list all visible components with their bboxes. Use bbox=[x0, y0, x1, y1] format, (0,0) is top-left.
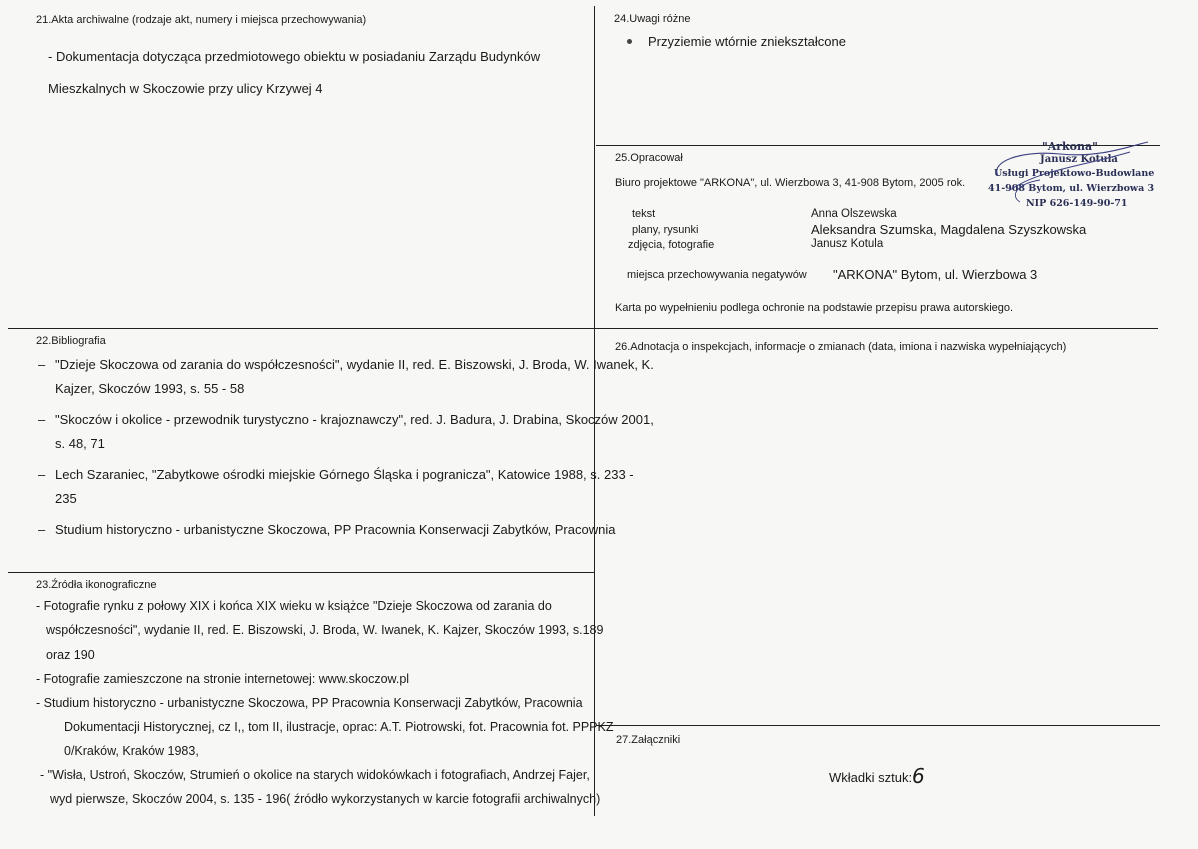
divider-row-1 bbox=[8, 328, 1158, 329]
copyright-note: Karta po wypełnieniu podlega ochronie na podstawie przepisu prawa autorskiego. bbox=[615, 302, 1014, 314]
author-value-plans: Aleksandra Szumska, Magdalena Szyszkowska bbox=[811, 222, 1087, 237]
iconography-line-9: wyd pierwsze, Skoczów 2004, s. 135 - 196( źródło wykorzystanych w karcie fotografii archiwalnych) bbox=[50, 792, 601, 806]
section-27-header: 27.Załączniki bbox=[616, 734, 681, 746]
stamp-services: Usługi Projektowo-Budowlane bbox=[994, 168, 1155, 179]
iconography-line-4: - Fotografie zamieszczone na stronie internetowej: www.skoczow.pl bbox=[36, 672, 410, 686]
negatives-location: "ARKONA" Bytom, ul. Wierzbowa 3 bbox=[833, 267, 1038, 282]
section-26-header: 26.Adnotacja o inspekcjach, informacje o zmianach (data, imiona i nazwiska wypełniających) bbox=[615, 341, 1067, 353]
stamp-address: 41-908 Bytom, ul. Wierzbowa 3 bbox=[988, 183, 1155, 194]
section-24-header: 24.Uwagi różne bbox=[614, 13, 691, 25]
section-24-remark: Przyziemie wtórnie zniekształcone bbox=[648, 34, 846, 49]
iconography-line-7: 0/Kraków, Kraków 1983, bbox=[64, 744, 199, 758]
section-21-line-1: - Dokumentacja dotycząca przedmiotowego obiektu w posiadaniu Zarządu Budynków bbox=[48, 49, 541, 64]
author-label-photos: zdjęcia, fotografie bbox=[628, 239, 715, 251]
iconography-line-8: - "Wisła, Ustroń, Skoczów, Strumień o okolice na starych widokówkach i fotografiach, Andrzej Fajer, bbox=[40, 768, 590, 782]
bibliography-item-4-line-1: Studium historyczno - urbanistyczne Skoczowa, PP Pracownia Konserwacji Zabytków, Pracownia bbox=[55, 522, 616, 537]
bibliography-dash: – bbox=[38, 412, 46, 427]
negatives-label: miejsca przechowywania negatywów bbox=[627, 269, 807, 281]
divider-26-27 bbox=[596, 725, 1160, 726]
iconography-line-5: - Studium historyczno - urbanistyczne Skoczowa, PP Pracownia Konserwacji Zabytków, Pracownia bbox=[36, 696, 583, 710]
iconography-line-2: współczesności", wydanie II, red. E. Biszowski, J. Broda, W. Iwanek, K. Kajzer, Skoczów 1993, s.189 bbox=[46, 623, 604, 637]
iconography-line-3: oraz 190 bbox=[46, 648, 95, 662]
stamp-owner-name: Janusz Kotula bbox=[1040, 154, 1118, 165]
bibliography-item-2-line-1: "Skoczów i okolice - przewodnik turystyczno - krajoznawczy", red. J. Badura, J. Drabina, Skoczów 2001, bbox=[55, 412, 654, 427]
stamp-nip: NIP 626-149-90-71 bbox=[1026, 198, 1128, 209]
divider-22-23 bbox=[8, 572, 595, 573]
center-divider bbox=[594, 6, 595, 816]
bibliography-item-2-line-2: s. 48, 71 bbox=[55, 436, 105, 451]
section-23-header: 23.Źródła ikonograficzne bbox=[36, 579, 157, 591]
inserts-label: Wkładki sztuk: bbox=[829, 770, 913, 785]
office-address: Biuro projektowe "ARKONA", ul. Wierzbowa 3, 41-908 Bytom, 2005 rok. bbox=[615, 177, 966, 189]
bullet-icon bbox=[627, 39, 632, 44]
section-25-header: 25.Opracował bbox=[615, 152, 683, 164]
author-label-text: tekst bbox=[632, 208, 656, 220]
signature-mark bbox=[980, 140, 1165, 215]
bibliography-dash: – bbox=[38, 357, 46, 372]
bibliography-item-3-line-2: 235 bbox=[55, 491, 77, 506]
bibliography-dash: – bbox=[38, 522, 46, 537]
iconography-line-1: - Fotografie rynku z połowy XIX i końca XIX wieku w książce "Dzieje Skoczowa od zarania do bbox=[36, 599, 552, 613]
author-label-plans: plany, rysunki bbox=[632, 224, 699, 236]
author-value-photos: Janusz Kotula bbox=[811, 238, 884, 250]
bibliography-item-1-line-1: "Dzieje Skoczowa od zarania do współczesności", wydanie II, red. E. Biszowski, J. Broda, W. Iwanek, K. bbox=[55, 357, 654, 372]
section-21-line-2: Mieszkalnych w Skoczowie przy ulicy Krzywej 4 bbox=[48, 81, 323, 96]
section-22-header: 22.Bibliografia bbox=[36, 335, 106, 347]
iconography-line-6: Dokumentacji Historycznej, cz I,, tom II, ilustracje, oprac: A.T. Piotrowski, fot. Pracownia fot. PPPKZ bbox=[64, 720, 614, 734]
bibliography-item-1-line-2: Kajzer, Skoczów 1993, s. 55 - 58 bbox=[55, 381, 245, 396]
author-value-text: Anna Olszewska bbox=[811, 208, 897, 220]
bibliography-dash: – bbox=[38, 467, 46, 482]
bibliography-item-3-line-1: Lech Szaraniec, "Zabytkowe ośrodki miejskie Górnego Śląska i pogranicza", Katowice 1988, s. 233 - bbox=[55, 467, 634, 482]
section-21-header: 21.Akta archiwalne (rodzaje akt, numery i miejsca przechowywania) bbox=[36, 14, 367, 26]
inserts-count: 6 bbox=[912, 764, 925, 788]
stamp-company-name: "Arkona" bbox=[1042, 140, 1098, 153]
company-stamp bbox=[980, 140, 1165, 215]
